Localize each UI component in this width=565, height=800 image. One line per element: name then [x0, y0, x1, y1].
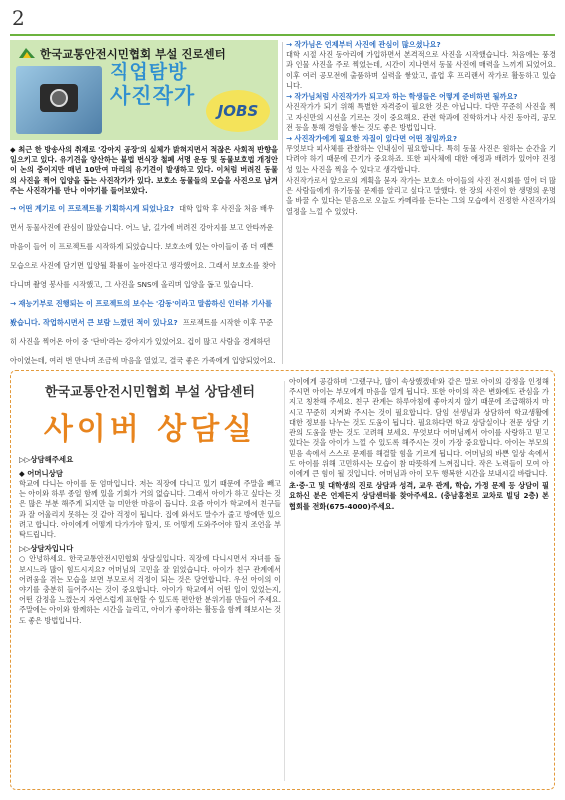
qa-block — [286, 176, 556, 217]
counseling-center-title: 한국교통안전시민협회 부설 상담센터 — [45, 385, 255, 400]
closing-paragraph: 사진작가로서 앞으로의 계획을 묻자 작가는 보호소 아이들의 사진 전시회를 열어 더 많은 사람들에게 유기동물 문제를 알리고 싶다고 말했다. 한 장의 사진이 한 생명의 운명을 바꿀 수 있다는 믿음으로 오늘도 카메라를 든다는 그의 모습에서 진정한 사진작가의 열정을 느낄 수 있었다. — [286, 175, 556, 216]
counseling-right — [289, 377, 549, 785]
qa-block — [10, 291, 278, 366]
page-number: 2 — [12, 6, 25, 30]
qa-answer: 프로젝트를 시작한 이후 꾸준히 사진을 찍어온 아이 중 '단비'라는 강아지가 있었어요. 겁이 많고 사람을 경계하던 아이였는데, 여러 번 만나며 조금씩 마음을 열었고, 결국 좋은 가족에게 입양되었어요. — [10, 318, 276, 366]
jobs-badge-label: JOBS — [217, 102, 259, 120]
jobs-badge — [206, 90, 270, 132]
question-text: 학교에 다니는 아이를 둔 엄마입니다. 저는 직장에 다니고 있기 때문에 주말을 빼고는 아이와 하루 종일 함께 있을 기회가 거의 없습니다. 그래서 아이가 하고 싶다는 것은 많은 부분 해주게 되지만 늘 미안한 마음이 듭니다. 요즘 아이가 학교에서 친구들과 잘 어울리지 못하는 것 같아 걱정이 됩니다. 집에 와서도 말수가 줄고 방에만 있으려고 합니다. 아이에게 어떻게 다가가야 할지, 또 어떻게 도와주어야 할지 조언을 부탁드립니다. — [19, 479, 281, 540]
counseling-section — [10, 370, 555, 790]
banner-title-line2: 사진작가 — [110, 83, 196, 108]
qa-question: → 작가님처럼 사진작가가 되고자 하는 학생들은 어떻게 준비하면 될까요? — [286, 92, 518, 102]
association-logo-icon — [18, 46, 36, 60]
qa-block — [286, 134, 556, 175]
qa-question: → 사진작가에게 필요한 자질이 있다면 어떤 점일까요? — [286, 133, 458, 143]
qa-block — [286, 40, 556, 91]
counseling-left — [19, 377, 281, 785]
qa-block — [10, 196, 278, 291]
qa-question: → 작가님은 언제부터 사진에 관심이 많으셨나요? — [286, 40, 441, 49]
career-banner — [10, 40, 278, 140]
qa-question: → 어떤 계기로 이 프로젝트를 기획하시게 되었나요? — [10, 204, 175, 214]
qa-answer: 사진작가가 되기 위해 특별한 자격증이 필요한 것은 아닙니다. 다만 꾸준히 사진을 찍고 자신만의 시선을 기르는 것이 중요해요. 관련 학과에 진학하거나 사진 동아리, 공모전 등을 통해 경험을 쌓는 것도 좋은 방법입니다. — [286, 102, 556, 132]
column-divider — [284, 381, 285, 781]
column-divider — [282, 42, 283, 364]
career-article-right — [286, 40, 556, 366]
banner-header: 한국교통안전시민협회 부설 진로센터 — [40, 47, 226, 61]
section-label: ▷▷상담자입니다 — [19, 544, 74, 554]
qa-question: → 재능기부로 진행되는 이 프로젝트의 보수는 '감동'이라고 말씀하신 인터뷰 기사를 봤습니다. 작업하시면서 큰 보람 느꼈던 적이 있나요? — [10, 299, 273, 328]
camera-lens-icon — [50, 89, 68, 107]
camera-photo — [16, 66, 102, 134]
contact-notice: 초·중·고 및 대학생의 진로 상담과 성격, 교우 관계, 학습, 가정 문제 등 상담이 필요하신 분은 언제든지 상담센터를 찾아주세요. (충남홍천로 교차로 빌딩 2층) 본 협회를 전화(675-4000)주세요. — [289, 481, 549, 511]
career-article-left — [10, 40, 278, 366]
section-label: ◆ 어머니상담 — [19, 469, 63, 478]
banner-title — [110, 62, 195, 108]
header-rule — [10, 34, 555, 36]
qa-answer: 무엇보다 피사체를 관찰하는 인내심이 필요합니다. 특히 동물 사진은 원하는 순간을 기다려야 하기 때문에 끈기가 중요하죠. 또한 피사체에 대한 애정과 배려가 있어야 진정성 있는 사진을 찍을 수 있다고 생각합니다. — [286, 144, 556, 174]
qa-block — [286, 92, 556, 133]
answer-text: ○ 안녕하세요. 한국교통안전시민협회 상담실입니다. 직장에 다니시면서 자녀를 돌보시느라 많이 힘드시지요? 어머님의 고민을 잘 읽었습니다. 아이가 친구 관계에서 어려움을 겪는 모습을 보면 부모로서 걱정이 되는 것은 당연합니다. 우선 아이의 이야기를 충분히 들어주시는 것이 중요합니다. 아이가 학교에서 어떤 일이 있었는지, 어떤 감정을 느꼈는지 자연스럽게 표현할 수 있도록 편안한 분위기를 만들어 주세요. 주말에는 아이와 함께하는 시간을 늘리고, 아이가 좋아하는 활동을 함께 해보시는 것도 좋은 방법입니다. — [19, 554, 281, 625]
cyber-counseling-heading: 사이버 상담실 — [43, 412, 257, 447]
qa-answer: 대학 입학 후 사진을 처음 배우면서 동물사진에 관심이 많았습니다. 어느 날, 길가에 버려진 강아지를 보고 안타까운 마음이 들어 이 프로젝트를 시작하게 되었습니다. 보호소에 있는 아이들이 좀 더 예쁜 모습으로 사진에 담기면 입양될 확률이 높아진다고 생각했어요. 그래서 보호소를 찾아다니며 촬영 봉사를 시작했고, 그 사진을 SNS에 올리며 입양을 돕고 있습니다. — [10, 204, 276, 290]
answer-text: 아이에게 공감하며 '그랬구나, 많이 속상했겠네'와 같은 말로 아이의 감정을 인정해 주시면 아이는 부모에게 마음을 열게 됩니다. 또한 아이의 작은 변화에도 관심을 가지고 칭찬해 주세요. 친구 관계는 하루아침에 좋아지지 않기 때문에 조급해하지 마시고 꾸준히 지켜봐 주시는 것이 필요합니다. 담임 선생님과 상담하여 학교생활에 대한 정보를 나누는 것도 도움이 됩니다. 필요하다면 학교 상담실이나 전문 상담 기관의 도움을 받는 것도 고려해 보세요. 무엇보다 어머님께서 아이를 사랑하고 믿고 있다는 것을 아이가 느낄 수 있도록 해주시는 것이 가장 중요합니다. 아이는 부모의 믿음 속에서 스스로 문제를 해결할 힘을 기르게 됩니다. 어머님의 바쁜 일상 속에서도 아이를 위해 고민하시는 모습이 참 따뜻하게 느껴집니다. 작은 노력들이 모여 아이에게 큰 힘이 될 것입니다. 어머님과 아이 모두 행복한 시간을 보내시길 바랍니다. — [289, 377, 549, 478]
banner-title-line1: 직업탐방 — [110, 61, 188, 83]
qa-answer: 대학 시절 사진 동아리에 가입하면서 본격적으로 사진을 시작했습니다. 처음에는 풍경과 인물 사진을 주로 찍었는데, 시간이 지나면서 동물 사진에 매력을 느끼게 되었어요. 이후 여러 공모전에 출품하며 실력을 쌓았고, 졸업 후 프리랜서 작가로 활동하고 있습니다. — [286, 50, 556, 90]
section-label: ▷▷상담해주세요 — [19, 455, 74, 464]
article-lead: ◆ 최근 한 방송사의 취재로 '강아지 공장'의 실체가 밝혀지면서 적잖은 사회적 반향을 일으키고 있다. 유기견을 양산하는 불법 번식장 철폐 서명 운동 및 동물보호법 개정안이 논의 중이지만 매년 10만여 마리의 유기견이 발생하고 있다. 이처럼 버려진 동물의 사진을 찍어 입양을 돕는 사진작가가 있다. 보호소 동물들의 모습을 사진으로 남겨주는 사진작가를 만나 이야기를 들어보았다. — [10, 145, 278, 195]
